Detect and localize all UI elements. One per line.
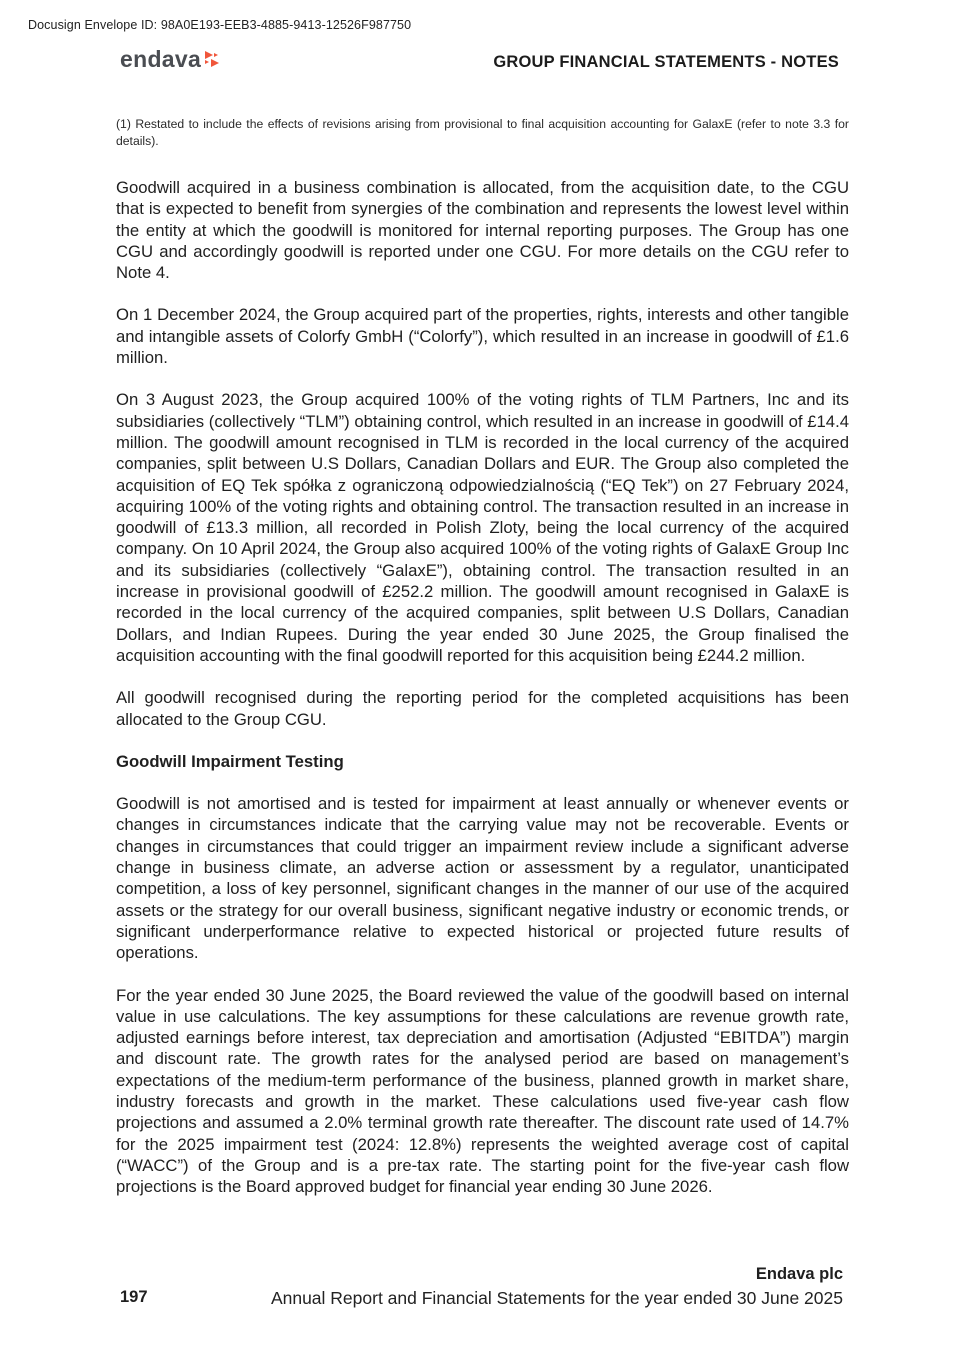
paragraph-tlm-eqtek-galaxe-acquisitions: On 3 August 2023, the Group acquired 100% of the voting rights of TLM Partners, Inc and its subsidiaries (collectively “TLM”) obtaining control, which resulted in an increase in goodwill of £14.4 million. The goodwill amount recognised in TLM is recorded in the local currency of the acquired companies, split between U.S Dollars, Canadian Dollars and EUR. The Group also completed the acquisition of EQ Tek spółka z ograniczoną odpowiedzialnością (“EQ Tek”) on 27 February 2024, acquiring 100% of the voting rights and obtaining control. The transaction resulted in an increase in goodwill of £13.3 million, all recorded in Polish Zloty, being the local currency of the acquired company. On 10 April 2024, the Group also acquired 100% of the voting rights of GalaxE Group Inc and its subsidiaries (collectively “GalaxE”), obtaining control. The transaction resulted in an increase in provisional goodwill of £252.2 million. The goodwill amount recognised in GalaxE is recorded in the local currency of the acquired companies, split between U.S Dollars, Canadian Dollars, and Indian Rupees. During the year ended 30 June 2025, the Group finalised the acquisition accounting with the final goodwill reported for this acquisition being £244.2 million. xyxy=(116,390,849,665)
paragraph-goodwill-allocation: Goodwill acquired in a business combination is allocated, from the acquisition date, to the CGU that is expected to benefit from synergies of the combination and represents the lowest level within the entity at which the goodwill is monitored for internal reporting purposes. The Group has one CGU and accordingly goodwill is reported under one CGU. For more details on the CGU refer to Note 4. xyxy=(116,178,849,283)
document-body xyxy=(116,116,849,1218)
logo-wordmark: endava xyxy=(120,46,202,72)
docusign-envelope-id: Docusign Envelope ID: 98A0E193-EEB3-4885-9413-12526F987750 xyxy=(28,18,412,32)
paragraph-goodwill-cgu-allocation: All goodwill recognised during the reporting period for the completed acquisitions has been allocated to the Group CGU. xyxy=(116,688,849,729)
endava-mark-icon xyxy=(204,50,220,73)
paragraph-impairment-triggers: Goodwill is not amortised and is tested for impairment at least annually or whenever events or changes in circumstances indicate that the carrying value may not be recoverable. Events or changes in circumstances that could trigger an impairment review include a significant adverse change in business climate, an adverse action or assessment by a regulator, unanticipated competition, a loss of key personnel, significant changes in the manner of our use of the acquired assets or the strategy for our overall business, significant negative industry or economic trends, or significant underperformance relative to expected historical or projected future results of operations. xyxy=(116,794,849,963)
paragraph-colorfy-acquisition: On 1 December 2024, the Group acquired part of the properties, rights, interests and other tangible and intangible assets of Colorfy GmbH (“Colorfy”), which resulted in an increase in goodwill of £1.6 million. xyxy=(116,305,849,368)
endava-logo xyxy=(120,46,220,73)
section-heading-impairment-testing: Goodwill Impairment Testing xyxy=(116,751,344,771)
page-section-title: GROUP FINANCIAL STATEMENTS - NOTES xyxy=(493,53,839,71)
page-number: 197 xyxy=(120,1288,148,1306)
restatement-footnote: (1) Restated to include the effects of revisions arising from provisional to final acquisition accounting for GalaxE (refer to note 3.3 for details). xyxy=(116,117,849,148)
footer-company-name: Endava plc xyxy=(755,1265,843,1283)
footer-report-title: Annual Report and Financial Statements for the year ended 30 June 2025 xyxy=(270,1288,843,1308)
paragraph-impairment-assumptions: For the year ended 30 June 2025, the Board reviewed the value of the goodwill based on internal value in use calculations. The key assumptions for these calculations are revenue growth rate, adjusted earnings before interest, tax depreciation and amortisation (Adjusted “EBITDA”) margin and discount rate. The growth rates for the analysed period are based on management’s expectations of the medium-term performance of the business, planned growth in market share, industry forecasts and growth in the market. These calculations used five-year cash flow projections and assumed a 2.0% terminal growth rate thereafter. The discount rate used of 14.7% for the 2025 impairment test (2024: 12.8%) represents the weighted average cost of capital (“WACC”) of the Group and is a pre-tax rate. The starting point for the five-year cash flow projections is the Board approved budget for financial year ending 30 June 2026. xyxy=(116,985,849,1197)
